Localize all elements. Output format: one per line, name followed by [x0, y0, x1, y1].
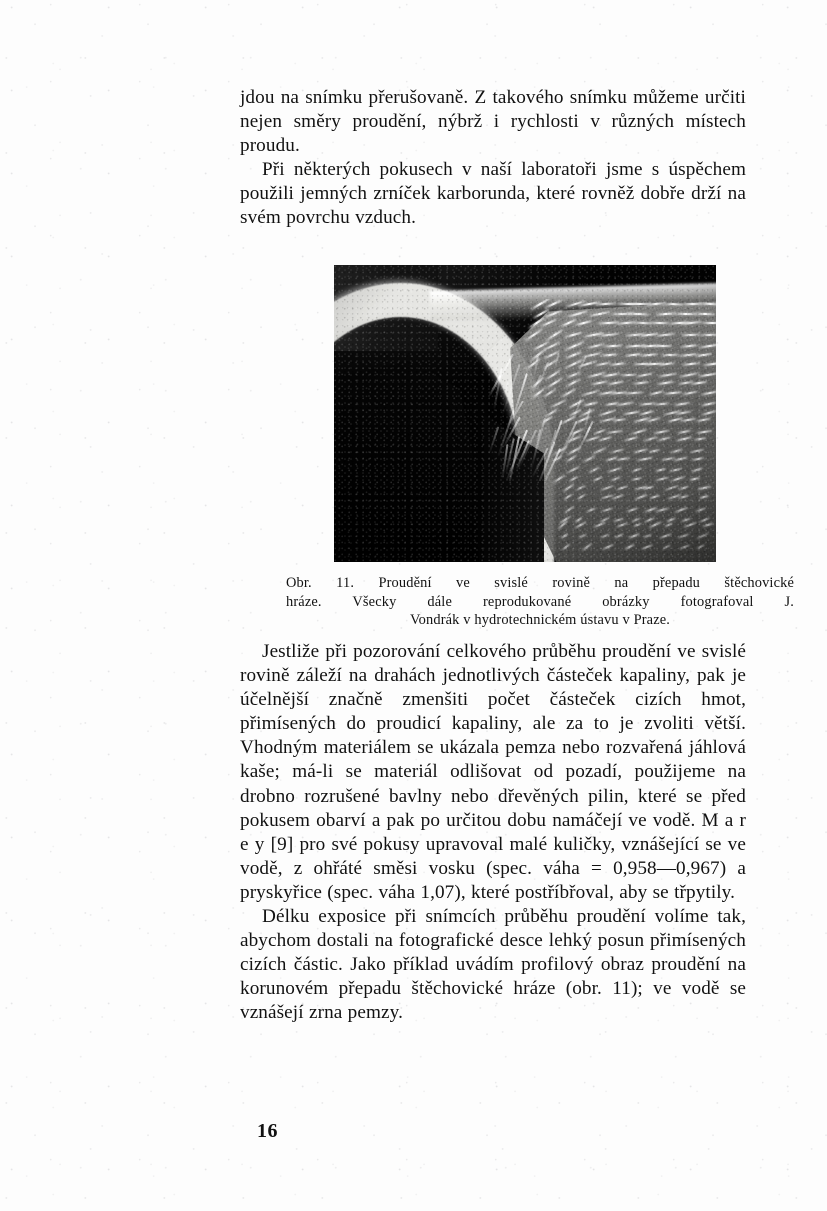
paragraph-3: Jestliže při pozorování celkového průběhu proudění ve svislé rovině záleží na drahách jednotlivých částeček kapaliny, pak je účelnější značně zmenšiti počet částeček cizích hmot, přimísených do proudicí kapaliny, ale za to je zvoliti větší. Vhodným materiálem se ukázala pemza nebo rozvařená jáhlová kaše; má-li se materiál odlišovat od pozadí, použijeme na drobno rozrušené bavlny nebo dřevěných pilin, které se před pokusem obarví a pak po určitou dobu namáčejí ve vodě. M a r e y [9] pro své pokusy upravoval malé kuličky, vznášející se ve vodě, z ohřáté směsi vosku (spec. váha = 0,958—0,967) a pryskyřice (spec. váha 1,07), které postříbřoval, aby se třpytily.: [240, 641, 746, 903]
caption-line-2: hráze. Všecky dále reprodukované obrázky fotografoval J.: [286, 593, 794, 610]
paragraph-2: Při některých pokusech v naší laboratoři jsme s úspěchem použili jemných zrníček karborunda, které rovněž dobře drží na svém povrchu vzduch.: [240, 159, 746, 229]
photograph-spillway-flow: [334, 265, 716, 562]
photo-particle-streaks: [516, 299, 716, 562]
figure-obr-11: [286, 265, 794, 630]
paragraph-1: jdou na snímku přerušovaně. Z takového snímku můžeme určiti nejen směry proudění, nýbrž i rychlosti v různých místech proudu.: [240, 87, 746, 157]
caption-line-3: Vondrák v hydrotechnickém ústavu v Praze.: [409, 612, 671, 629]
lower-text-block: [240, 640, 746, 1026]
page-number: 16: [257, 1120, 278, 1142]
figure-caption: [286, 574, 794, 630]
upper-text-block: [240, 86, 746, 231]
paragraph-4: Délku exposice při snímcích průběhu proudění volíme tak, abychom dostali na fotografické desce lehký posun přimísených cizích částic. Jako příklad uvádím profilový obraz proudění na korunovém přepadu štěchovické hráze (obr. 11); ve vodě se vznášejí zrna pemzy.: [240, 906, 746, 1024]
caption-line-1: Obr. 11. Proudění ve svislé rovině na přepadu štěchovické: [286, 575, 794, 591]
